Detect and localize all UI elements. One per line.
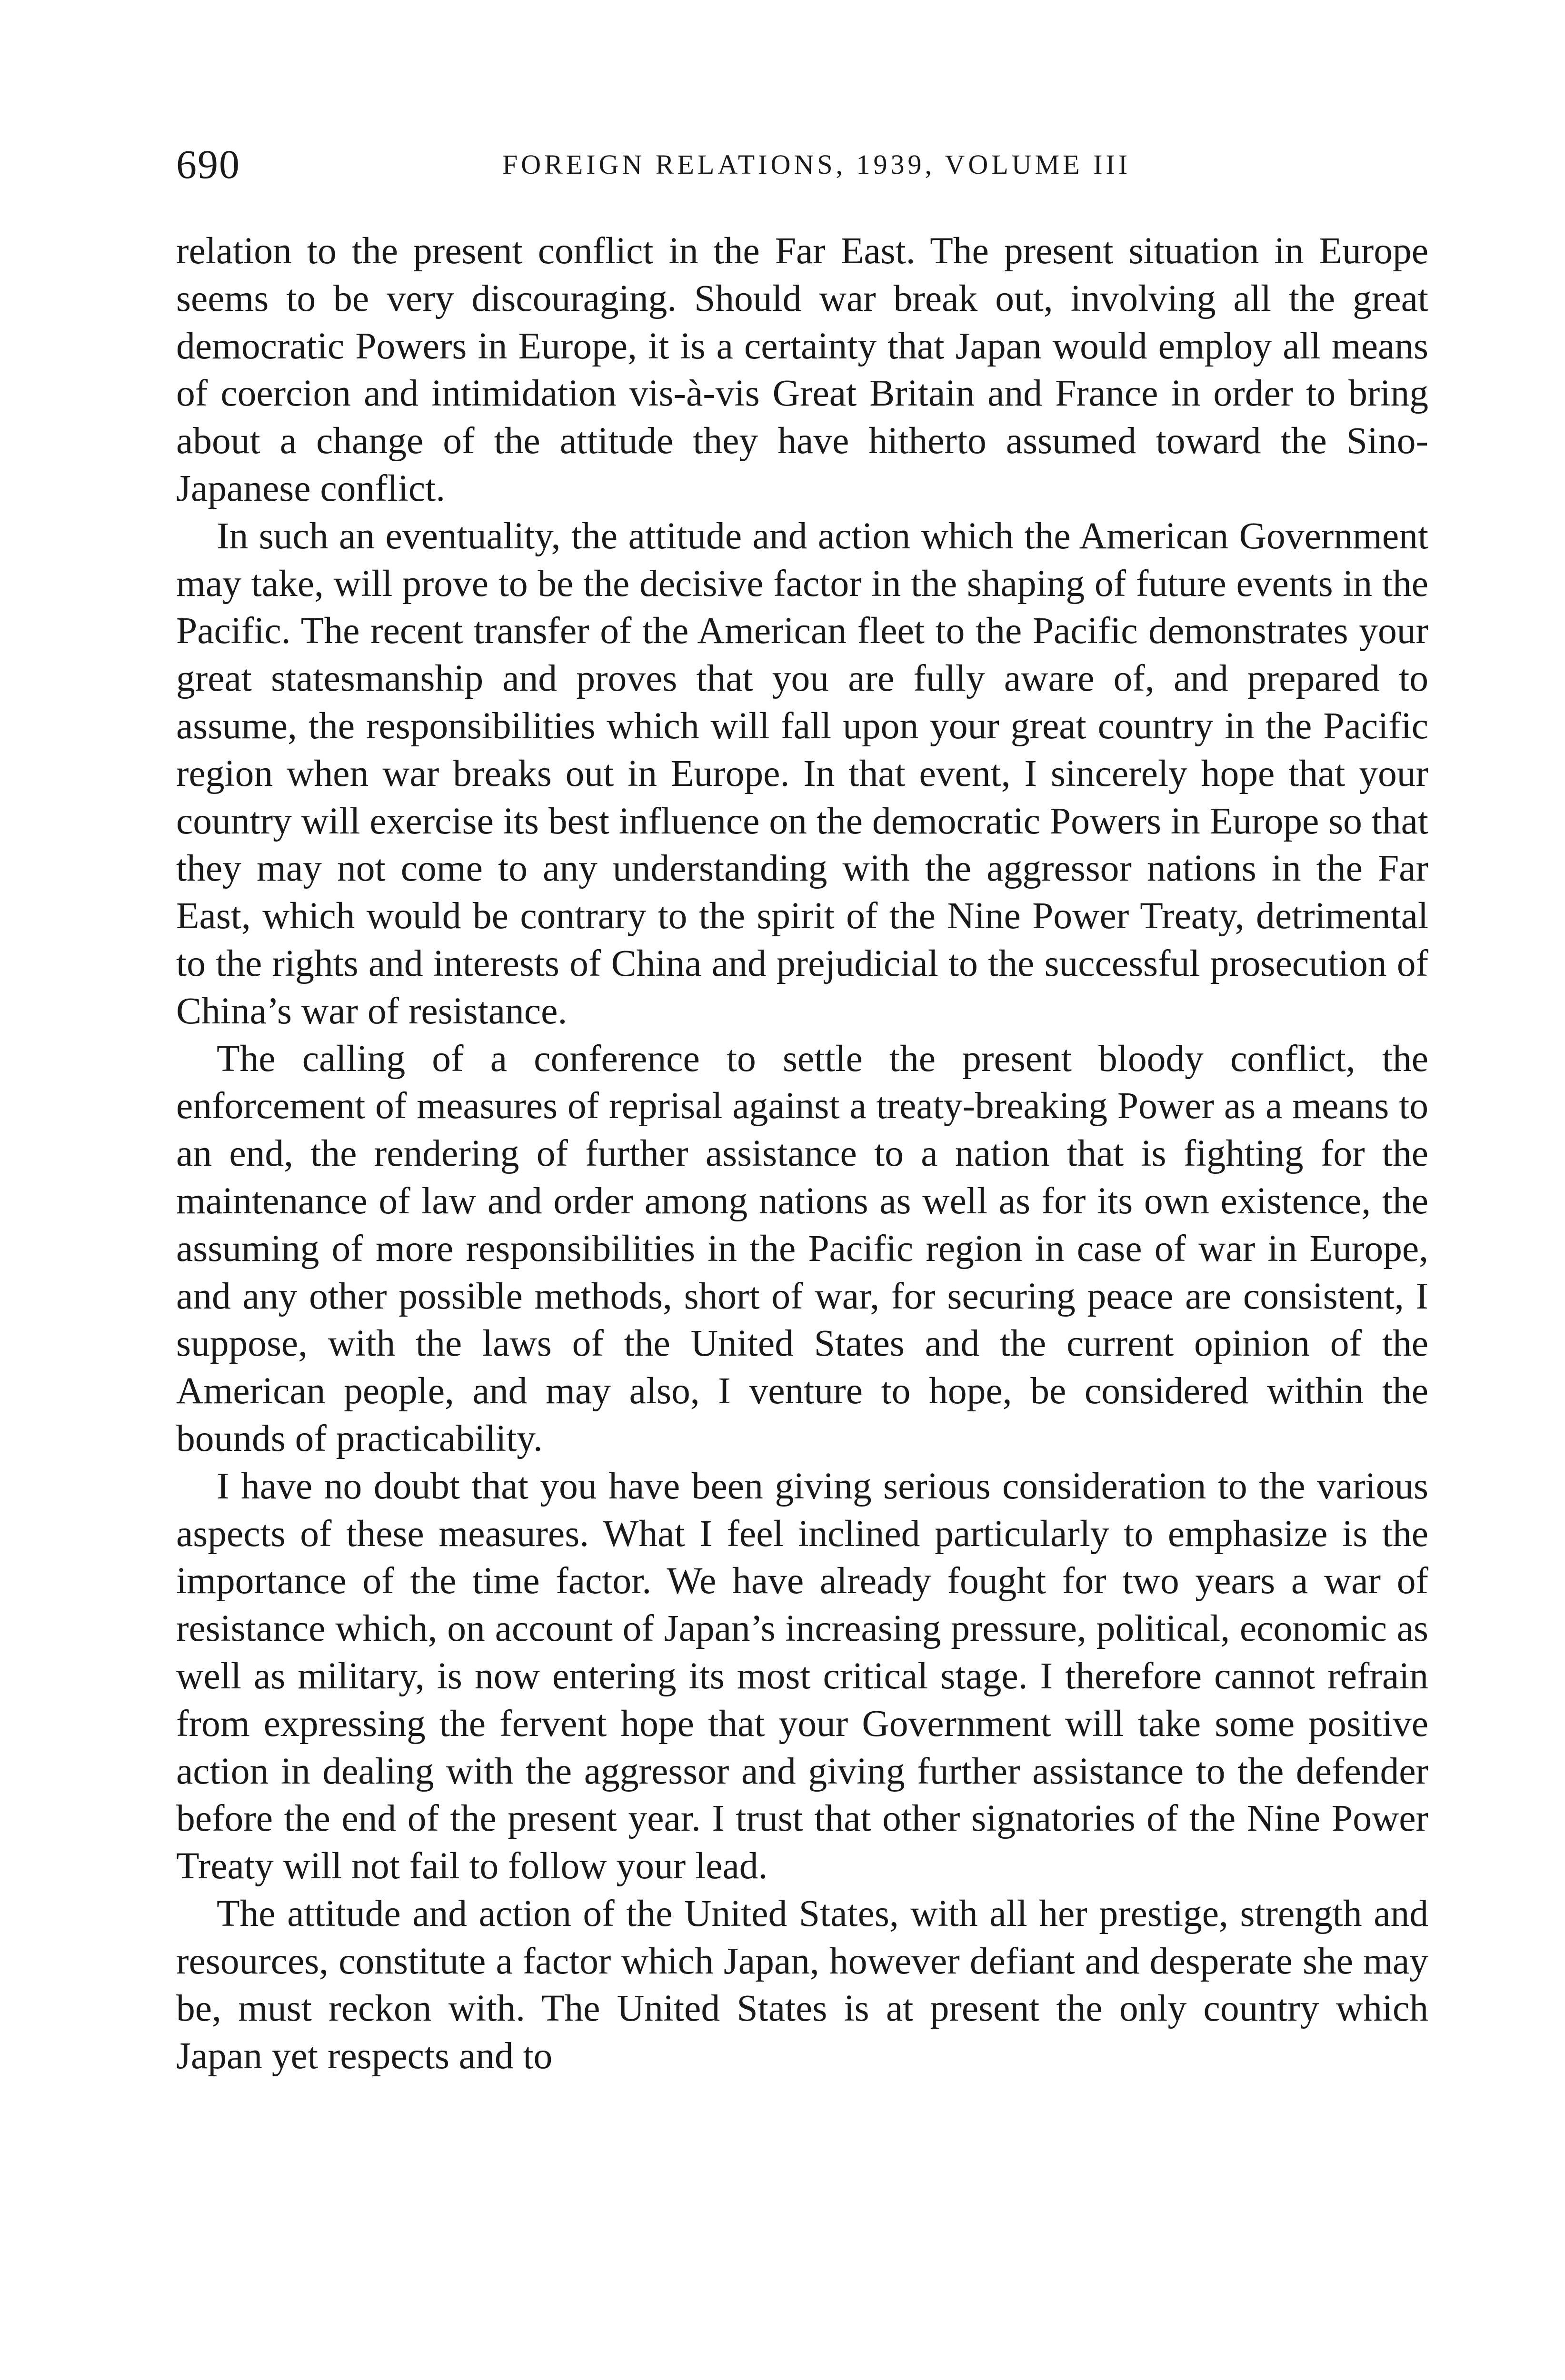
running-header	[176, 143, 1428, 186]
page-number: 690	[176, 141, 240, 187]
paragraph-3: The calling of a conference to settle the present bloody conflict, the enforcement of measures of reprisal against a treaty-breaking Power as a means to an end, the rendering of further assistance to a nation that is fighting for the maintenance of law and order among nations as well as for its own existence, the assuming of more responsibilities in the Pacific region in case of war in Europe, and any other possible methods, short of war, for securing peace are consistent, I suppose, with the laws of the United States and the current opinion of the American people, and may also, I venture to hope, be considered within the bounds of practicability.	[176, 1037, 1428, 1459]
paragraph-5: The attitude and action of the United States, with all her prestige, strength and resources, constitute a factor which Japan, however defiant and desperate she may be, must reckon with. The United States is at present the only country which Japan yet respects and to	[176, 1892, 1428, 2077]
paragraph-1: relation to the present conflict in the Far East. The present situation in Europe seems to be very discouraging. Should war break out, involving all the great democratic Powers in Europe, it is a certainty that Japan would employ all means of coercion and intimidation vis-à-vis Great Britain and France in order to bring about a change of the attitude they have hitherto assumed toward the Sino-Japanese conflict.	[176, 230, 1428, 509]
paragraph-4: I have no doubt that you have been giving serious consideration to the various aspects of these measures. What I feel inclined particularly to emphasize is the importance of the time factor. We have already fought for two years a war of resistance which, on account of Japan’s increasing pressure, political, economic as well as military, is now entering its most critical stage. I therefore cannot refrain from expressing the fervent hope that your Government will take some positive action in dealing with the aggressor and giving further assistance to the defender before the end of the present year. I trust that other signatories of the Nine Power Treaty will not fail to follow your lead.	[176, 1465, 1428, 1887]
paragraph-2: In such an eventuality, the attitude and action which the American Government may take, will prove to be the decisive factor in the shaping of future events in the Pacific. The recent transfer of the American fleet to the Pacific demonstrates your great statesmanship and proves that you are fully aware of, and prepared to assume, the responsibilities which will fall upon your great country in the Pacific region when war breaks out in Europe. In that event, I sincerely hope that your country will exercise its best influence on the democratic Powers in Europe so that they may not come to any understanding with the aggressor nations in the Far East, which would be contrary to the spirit of the Nine Power Treaty, detrimental to the rights and interests of China and prejudicial to the successful prosecution of China’s war of resistance.	[176, 515, 1428, 1032]
body-text	[176, 228, 1428, 2080]
header-title: FOREIGN RELATIONS, 1939, VOLUME III	[502, 149, 1131, 180]
